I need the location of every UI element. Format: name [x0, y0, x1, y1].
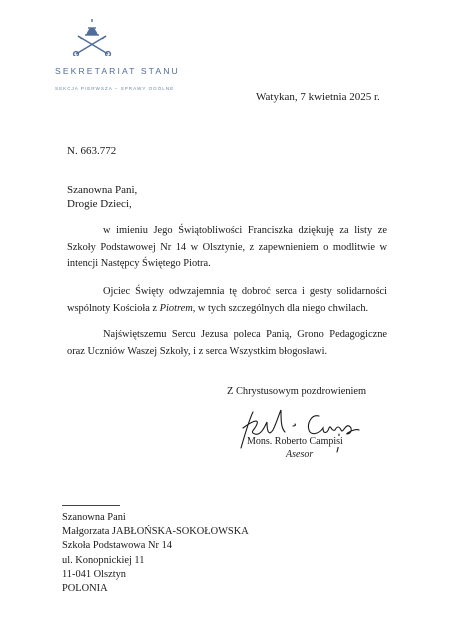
salutation-line-1: Szanowna Pani, — [67, 184, 138, 196]
body-paragraph-1 — [67, 223, 387, 273]
address-line-6: POLONIA — [62, 583, 108, 595]
closing-phrase: Z Chrystusowym pozdrowieniem — [227, 386, 367, 397]
address-line-2: Małgorzata JABŁOŃSKA-SOKOŁOWSKA — [62, 526, 249, 538]
address-line-4: ul. Konopnickiej 11 — [62, 554, 145, 566]
papal-keys-tiara-emblem-icon — [72, 18, 112, 56]
body-paragraph-3-text: Najświętszemu Sercu Jezusa poleca Panią, Grono Pedagogiczne oraz Uczniów Waszej Szkoły, i z serca Wszystkim błogosławi. — [67, 329, 387, 357]
address-divider — [62, 505, 120, 506]
section-name: SEKCJA PIERWSZA – SPRAWY OGÓLNE — [55, 86, 175, 91]
salutation — [67, 183, 137, 211]
organization-name: SEKRETARIAT STANU — [55, 66, 180, 76]
address-line-3: Szkoła Podstawowa Nr 14 — [62, 540, 172, 552]
body-paragraph-2-text-a: Ojciec Święty odwzajemnia tę dobroć serca i gesty solidarności wspólnoty Kościoła z — [67, 286, 387, 314]
body-paragraph-2 — [67, 284, 387, 317]
body-paragraph-1-text: w imieniu Jego Świątobliwości Franciszka dziękuję za listy ze Szkoły Podstawowej Nr 14 w Olsztynie, z zapewnieniem o modlitwie w intencji Następcy Świętego Piotra. — [67, 225, 387, 269]
protocol-number: N. 663.772 — [67, 145, 117, 157]
place-date: Watykan, 7 kwietnia 2025 r. — [256, 91, 380, 103]
signer-role: Asesor — [286, 449, 314, 460]
salutation-line-2: Drogie Dzieci, — [67, 198, 132, 210]
signer-name: Mons. Roberto Campisi — [247, 436, 343, 447]
address-line-5: 11-041 Olsztyn — [62, 568, 126, 580]
body-paragraph-3 — [67, 327, 387, 360]
body-paragraph-2-text-b: , w tych szczególnych dla niego chwilach. — [192, 302, 369, 314]
recipient-address — [62, 511, 249, 596]
body-paragraph-2-italic: Piotrem — [159, 302, 193, 314]
address-line-1: Szanowna Pani — [62, 512, 126, 523]
